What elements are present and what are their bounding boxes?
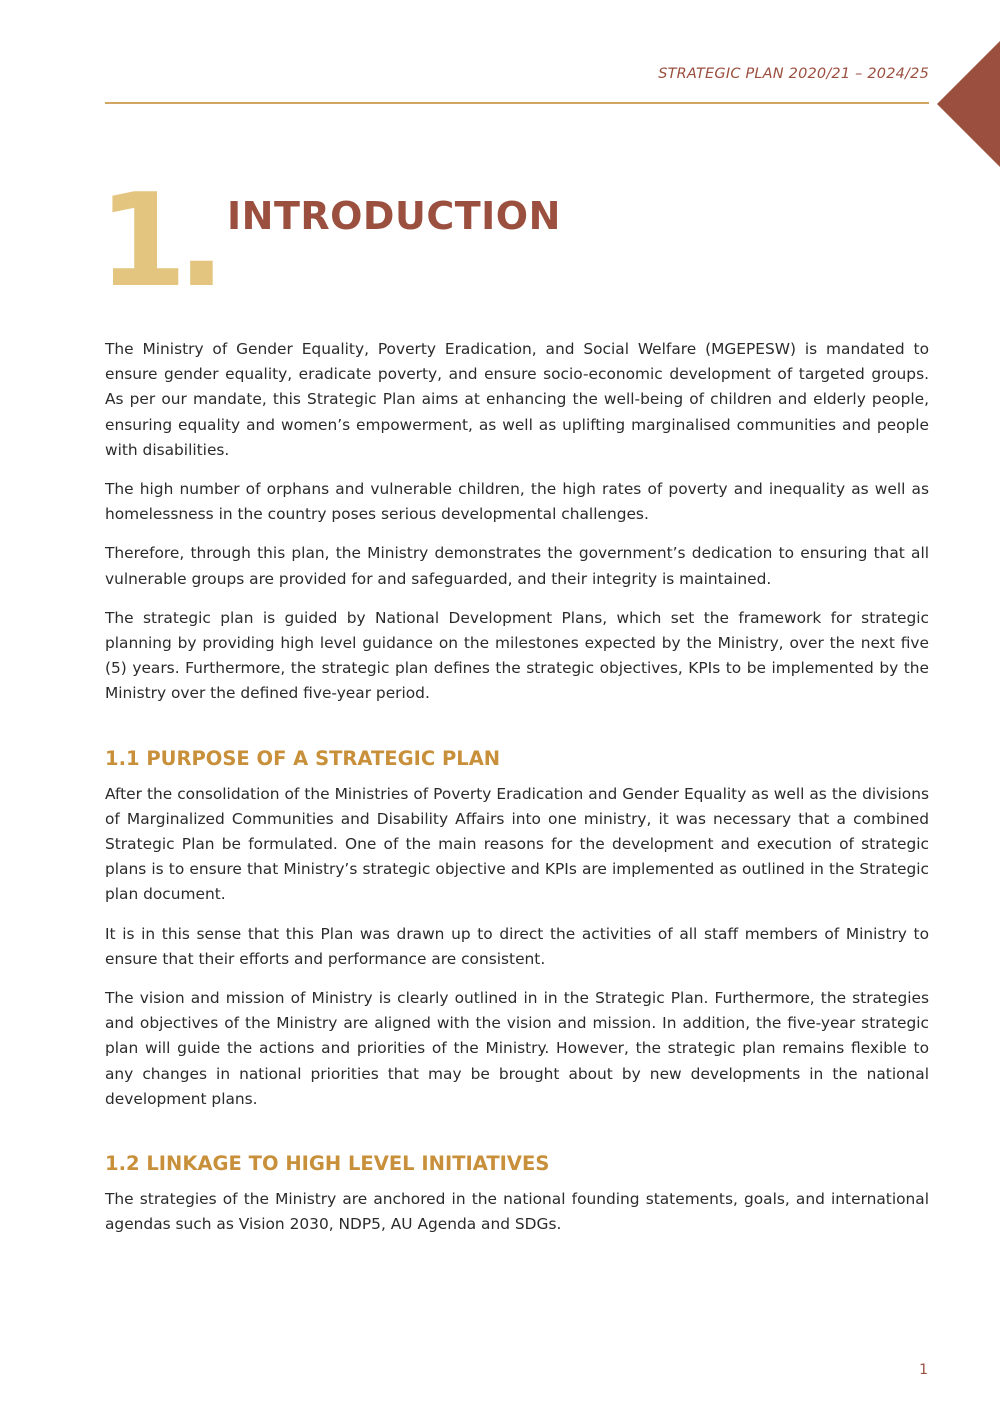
header-rule <box>105 102 929 104</box>
section-paragraph: After the consolidation of the Ministries of Poverty Eradication and Gender Equality as well as the divisions of Marginalized Communities and Disability Affairs into one ministry, it was necessary that a combined Strategic Plan be formulated. One of the main reasons for the development and execution of strategic plans is to ensure that Ministry’s strategic objective and KPIs are implemented as outlined in the Strategic plan document. <box>105 784 929 904</box>
running-header-title: STRATEGIC PLAN 2020/21 – 2024/25 <box>658 66 929 82</box>
chapter-title: INTRODUCTION <box>227 194 561 238</box>
intro-paragraph: The strategic plan is guided by National Development Plans, which set the framework for strategic planning by providing high level guidance on the milestones expected by the Ministry, over the next five (5) years. Furthermore, the strategic plan defines the strategic objectives, KPIs to be implemented by the Ministry over the defined five-year period. <box>105 608 929 703</box>
section-heading-purpose: 1.1 PURPOSE OF A STRATEGIC PLAN <box>105 746 501 770</box>
chapter-number: 1. <box>98 167 216 316</box>
page-number: 1 <box>919 1362 928 1378</box>
intro-paragraph: The Ministry of Gender Equality, Poverty Eradication, and Social Welfare (MGEPESW) is mandated to ensure gender equality, eradicate poverty, and ensure socio-economic development of targeted groups. As per our mandate, this Strategic Plan aims at enhancing the well-being of children and elderly people, ensuring equality and women’s empowerment, as well as uplifting marginalised communities and people with disabilities. <box>105 340 929 459</box>
section-paragraph: The vision and mission of Ministry is clearly outlined in in the Strategic Plan. Furthermore, the strategies and objectives of the Ministry are aligned with the vision and mission. In addition, the five-year strategic plan will guide the actions and priorities of the Ministry. However, the strategic plan remains flexible to any changes in national priorities that may be brought about by new developments in the national development plans. <box>105 989 929 1108</box>
intro-paragraph: Therefore, through this plan, the Ministry demonstrates the government’s dedication to ensuring that all vulnerable groups are provided for and safeguarded, and their integrity is maintained. <box>105 544 929 588</box>
intro-paragraph: The high number of orphans and vulnerable children, the high rates of poverty and inequality as well as homelessness in the country poses serious developmental challenges. <box>105 480 929 524</box>
section-paragraph: It is in this sense that this Plan was drawn up to direct the activities of all staff members of Ministry to ensure that their efforts and performance are consistent. <box>105 924 929 968</box>
body-column <box>105 337 929 1251</box>
corner-triangle-decoration <box>937 41 1000 167</box>
section-paragraph: The strategies of the Ministry are anchored in the national founding statements, goals, and international agendas such as Vision 2030, NDP5, AU Agenda and SDGs. <box>105 1190 929 1234</box>
section-heading-linkage: 1.2 LINKAGE TO HIGH LEVEL INITIATIVES <box>105 1152 550 1176</box>
